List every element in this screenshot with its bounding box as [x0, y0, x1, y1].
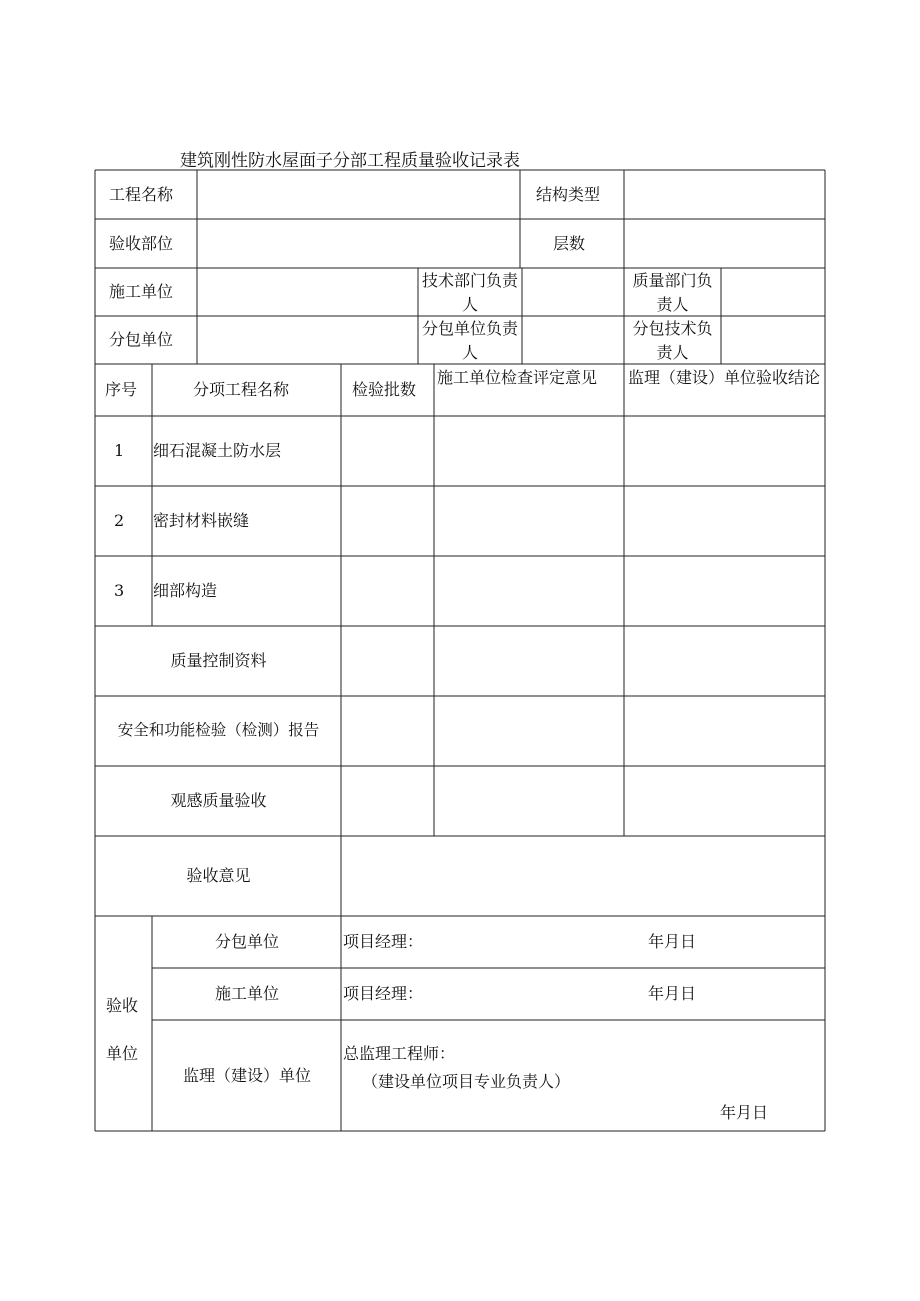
col-seq: 序号	[105, 380, 138, 399]
item-1-name: 细石混凝土防水层	[153, 441, 282, 460]
safety-report-batch-count[interactable]	[342, 697, 433, 765]
floors-value[interactable]	[625, 220, 824, 267]
project-name-label: 工程名称	[109, 185, 174, 204]
appearance-batch-count[interactable]	[342, 767, 433, 835]
appearance-contractor-opinion[interactable]	[435, 767, 623, 835]
col-item-name: 分项工程名称	[193, 380, 290, 399]
tech-dept-head-label: 技术部门负责人	[421, 271, 518, 314]
opinion-label: 验收意见	[186, 866, 251, 885]
acceptance-contractor-label: 施工单位	[214, 984, 279, 1003]
contractor-pm-label: 项目经理：	[343, 984, 424, 1003]
sub-tech-head-label: 分包技术负责人	[632, 319, 713, 362]
quality-docs-supervisor-conclusion[interactable]	[625, 627, 824, 695]
floors-label: 层数	[553, 234, 586, 253]
acceptance-part-label: 验收部位	[109, 234, 174, 253]
safety-report-label: 安全和功能检验（检测）报告	[117, 721, 320, 739]
quality-dept-head-value[interactable]	[722, 269, 824, 315]
tech-dept-head-value[interactable]	[523, 269, 623, 315]
safety-report-contractor-opinion[interactable]	[435, 697, 623, 765]
item-2-contractor-opinion[interactable]	[435, 487, 623, 555]
quality-dept-head-label: 质量部门负责人	[632, 271, 713, 314]
sub-unit-head-value[interactable]	[523, 317, 623, 363]
item-1-contractor-opinion[interactable]	[435, 417, 623, 485]
quality-docs-label: 质量控制资料	[170, 651, 267, 670]
subcontractor-value[interactable]	[198, 317, 417, 363]
col-supervisor-conclusion: 监理（建设）单位验收结论	[627, 368, 820, 387]
acceptance-unit-label-line1: 验收	[106, 996, 139, 1015]
contractor-label: 施工单位	[109, 282, 174, 301]
supervisor-date-label: 年月日	[720, 1103, 769, 1122]
opinion-value[interactable]	[342, 837, 824, 915]
item-3-batch-count[interactable]	[342, 557, 433, 625]
sub-unit-head-label: 分包单位负责人	[421, 319, 518, 362]
subcontractor-date-label: 年月日	[648, 932, 697, 951]
acceptance-part-value[interactable]	[198, 220, 519, 267]
col-batch-count: 检验批数	[352, 380, 417, 399]
project-name-value[interactable]	[198, 171, 519, 218]
acceptance-subcontractor-label: 分包单位	[214, 932, 279, 951]
acceptance-supervisor-label: 监理（建设）单位	[182, 1066, 311, 1085]
acceptance-unit-label-line2: 单位	[106, 1044, 139, 1063]
item-3-supervisor-conclusion[interactable]	[625, 557, 824, 625]
quality-docs-contractor-opinion[interactable]	[435, 627, 623, 695]
chief-engineer-label: 总监理工程师：	[343, 1044, 456, 1063]
subcontractor-pm-label: 项目经理：	[343, 932, 424, 951]
page-title: 建筑刚性防水屋面子分部工程质量验收记录表	[180, 151, 520, 171]
item-3-name: 细部构造	[153, 581, 218, 600]
item-1-seq: 1	[114, 441, 125, 460]
subcontractor-label: 分包单位	[109, 330, 174, 349]
item-1-supervisor-conclusion[interactable]	[625, 417, 824, 485]
structure-type-value[interactable]	[625, 171, 824, 218]
item-2-seq: 2	[114, 511, 125, 530]
item-2-batch-count[interactable]	[342, 487, 433, 555]
owner-rep-label: （建设单位项目专业负责人）	[362, 1072, 571, 1091]
contractor-date-label: 年月日	[648, 984, 697, 1003]
item-2-supervisor-conclusion[interactable]	[625, 487, 824, 555]
item-3-contractor-opinion[interactable]	[435, 557, 623, 625]
appearance-supervisor-conclusion[interactable]	[625, 767, 824, 835]
col-contractor-opinion: 施工单位检查评定意见	[437, 368, 598, 387]
item-1-batch-count[interactable]	[342, 417, 433, 485]
structure-type-label: 结构类型	[536, 185, 601, 204]
appearance-label: 观感质量验收	[170, 791, 267, 810]
item-3-seq: 3	[114, 581, 125, 600]
contractor-value[interactable]	[198, 269, 417, 315]
quality-docs-batch-count[interactable]	[342, 627, 433, 695]
safety-report-supervisor-conclusion[interactable]	[625, 697, 824, 765]
item-2-name: 密封材料嵌缝	[153, 511, 250, 530]
sub-tech-head-value[interactable]	[722, 317, 824, 363]
